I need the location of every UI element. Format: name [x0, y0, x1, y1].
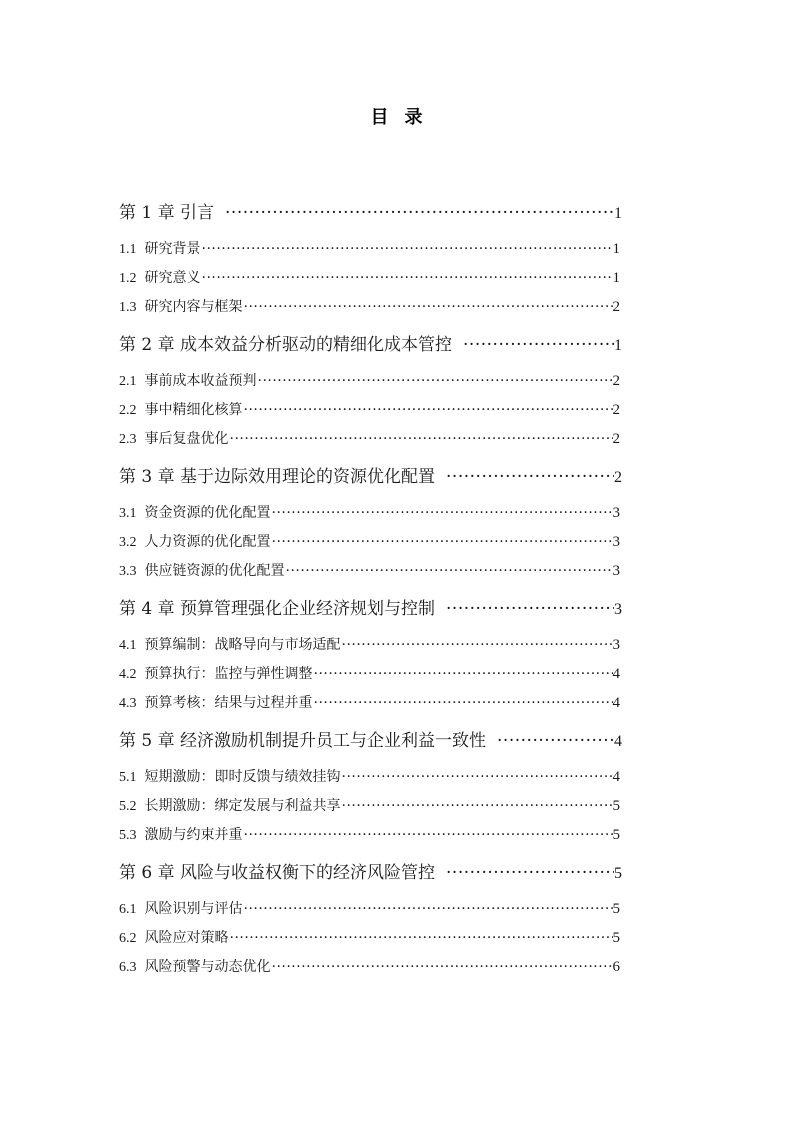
page-number: 1 [612, 270, 620, 286]
section-title: 风险识别与评估 [144, 901, 243, 917]
section-number: 1.1 [119, 242, 137, 257]
section-number: 4.1 [119, 638, 137, 653]
section-number: 3.3 [119, 564, 137, 579]
page-number: 5 [612, 930, 620, 946]
toc-section-3-3[interactable] [119, 557, 622, 586]
section-number: 6.3 [119, 960, 137, 975]
page-number: 4 [612, 666, 620, 682]
dot-leader [258, 367, 613, 396]
dot-leader [286, 557, 613, 586]
dot-leader [436, 593, 614, 625]
page-number: 3 [612, 563, 620, 579]
dot-leader [314, 660, 613, 689]
section-title: 资金资源的优化配置 [144, 505, 271, 521]
dot-leader [244, 396, 613, 425]
toc-title: 目录 [370, 107, 439, 128]
toc-section-1-1[interactable] [119, 235, 622, 264]
page-number: 2 [612, 299, 620, 315]
chapter-title: 第 6 章 风险与收益权衡下的经济风险管控 [119, 863, 436, 883]
section-number: 5.1 [119, 770, 137, 785]
chapter-title: 第 3 章 基于边际效用理论的资源优化配置 [119, 467, 436, 487]
page-number: 1 [614, 205, 622, 222]
toc-section-6-1[interactable] [119, 895, 622, 924]
toc-section-6-3[interactable] [119, 953, 622, 982]
section-number: 5.3 [119, 828, 137, 843]
section-number: 5.2 [119, 799, 137, 814]
section-title: 预算编制：战略导向与市场适配 [144, 637, 341, 653]
chapter-group-3 [119, 461, 622, 586]
page-number: 5 [614, 865, 622, 882]
dot-leader [436, 461, 614, 493]
section-number: 4.3 [119, 696, 137, 711]
chapter-group-6 [119, 857, 622, 982]
toc-section-5-3[interactable] [119, 821, 622, 850]
page-number: 4 [614, 733, 622, 750]
chapter-title: 第 5 章 经济激励机制提升员工与企业利益一致性 [119, 731, 487, 751]
toc-section-3-1[interactable] [119, 499, 622, 528]
section-number: 3.1 [119, 506, 137, 521]
dot-leader [453, 329, 614, 361]
page-number: 2 [614, 469, 622, 486]
chapter-title: 第 1 章 引言 [119, 203, 215, 223]
toc-section-6-2[interactable] [119, 924, 622, 953]
section-number: 4.2 [119, 667, 137, 682]
dot-leader [342, 792, 613, 821]
page-number: 2 [612, 402, 620, 418]
dot-leader [436, 857, 614, 889]
page-number: 1 [614, 337, 622, 354]
page-number: 3 [612, 505, 620, 521]
toc-section-1-3[interactable] [119, 293, 622, 322]
chapter-group-2 [119, 329, 622, 454]
chapter-group-1 [119, 197, 622, 322]
section-number: 3.2 [119, 535, 137, 550]
section-title: 长期激励：绑定发展与利益共享 [144, 798, 341, 814]
dot-leader [230, 425, 613, 454]
chapter-title: 第 4 章 预算管理强化企业经济规划与控制 [119, 599, 436, 619]
page-number: 1 [612, 241, 620, 257]
toc-chapter-6[interactable] [119, 857, 622, 889]
toc-section-2-1[interactable] [119, 367, 622, 396]
section-title: 人力资源的优化配置 [144, 534, 271, 550]
section-title: 事前成本收益预判 [144, 373, 257, 389]
page-number: 2 [612, 373, 620, 389]
toc-chapter-3[interactable] [119, 461, 622, 493]
section-title: 风险预警与动态优化 [144, 959, 271, 975]
section-title: 预算考核：结果与过程并重 [144, 695, 313, 711]
dot-leader [272, 499, 613, 528]
section-title: 事后复盘优化 [144, 431, 229, 447]
toc-section-2-3[interactable] [119, 425, 622, 454]
section-title: 预算执行：监控与弹性调整 [144, 666, 313, 682]
dot-leader [342, 763, 613, 792]
toc-section-4-1[interactable] [119, 631, 622, 660]
toc-chapter-4[interactable] [119, 593, 622, 625]
page-number: 5 [612, 901, 620, 917]
toc-section-4-2[interactable] [119, 660, 622, 689]
section-number: 2.2 [119, 403, 137, 418]
chapter-group-4 [119, 593, 622, 718]
toc-chapter-1[interactable] [119, 197, 622, 229]
section-number: 1.2 [119, 271, 137, 286]
page-number: 2 [612, 431, 620, 447]
section-title: 供应链资源的优化配置 [144, 563, 285, 579]
section-title: 风险应对策略 [144, 930, 229, 946]
dot-leader [272, 528, 613, 557]
toc-section-5-1[interactable] [119, 763, 622, 792]
section-title: 研究内容与框架 [144, 299, 243, 315]
chapter-group-5 [119, 725, 622, 850]
dot-leader [202, 264, 613, 293]
dot-leader [314, 689, 613, 718]
page-number: 3 [614, 601, 622, 618]
toc-section-4-3[interactable] [119, 689, 622, 718]
chapter-title: 第 2 章 成本效益分析驱动的精细化成本管控 [119, 335, 453, 355]
toc-chapter-5[interactable] [119, 725, 622, 757]
section-title: 短期激励：即时反馈与绩效挂钩 [144, 769, 341, 785]
page-number: 3 [612, 637, 620, 653]
page-number: 3 [612, 534, 620, 550]
toc-section-2-2[interactable] [119, 396, 622, 425]
dot-leader [244, 895, 613, 924]
toc-chapter-2[interactable] [119, 329, 622, 361]
page-number: 6 [612, 959, 620, 975]
section-title: 激励与约束并重 [144, 827, 243, 843]
toc-section-1-2[interactable] [119, 264, 622, 293]
dot-leader [487, 725, 614, 757]
section-number: 6.2 [119, 931, 137, 946]
page-number: 5 [612, 798, 620, 814]
toc-section-5-2[interactable] [119, 792, 622, 821]
dot-leader [215, 197, 614, 229]
dot-leader [230, 924, 613, 953]
toc-section-3-2[interactable] [119, 528, 622, 557]
dot-leader [244, 293, 613, 322]
section-number: 2.3 [119, 432, 137, 447]
dot-leader [342, 631, 613, 660]
dot-leader [272, 953, 613, 982]
page-number: 4 [612, 695, 620, 711]
page-number: 5 [612, 827, 620, 843]
section-title: 研究意义 [144, 270, 201, 286]
page-number: 4 [612, 769, 620, 785]
table-of-contents [119, 197, 622, 989]
dot-leader [244, 821, 613, 850]
section-number: 1.3 [119, 300, 137, 315]
section-title: 事中精细化核算 [144, 402, 243, 418]
dot-leader [202, 235, 613, 264]
section-number: 2.1 [119, 374, 137, 389]
section-number: 6.1 [119, 902, 137, 917]
section-title: 研究背景 [144, 241, 201, 257]
